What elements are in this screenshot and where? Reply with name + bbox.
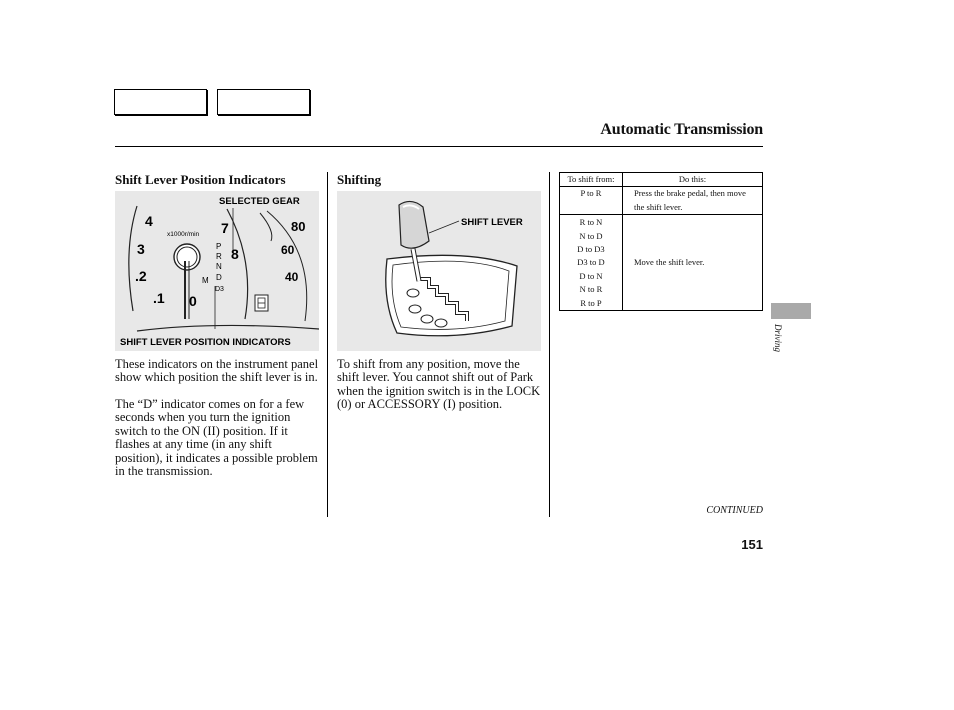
- gear-letter: P: [216, 242, 222, 251]
- shift-item: D to D3: [577, 244, 605, 255]
- continued-label: CONTINUED: [706, 505, 763, 516]
- shifting-paragraph: To shift from any position, move the shift lever. You cannot shift out of Park when the ignition switch is in the LOCK (0) or ACCESSORY (I) position.: [337, 357, 541, 412]
- page-number: 151: [741, 537, 763, 552]
- section-tab-label: Driving: [773, 324, 783, 352]
- shift-item: R to N: [579, 217, 603, 228]
- table-row: [560, 187, 763, 215]
- indicators-paragraph-2: The “D” indicator comes on for a few seconds when you turn the ignition switch to the ON (II) position. If it flashes at any time (in any shift position), it indicates a possible problem in the transmission.: [115, 397, 318, 479]
- speed-number: 40: [285, 270, 299, 284]
- table-cell-from: P to R: [560, 187, 623, 215]
- table-header-from: To shift from:: [560, 173, 623, 187]
- gear-letter: N: [216, 262, 222, 271]
- instrument-panel-figure: [115, 191, 319, 351]
- table-cell-do: Move the shift lever.: [623, 215, 763, 311]
- table-header-row: [560, 173, 763, 187]
- indicators-paragraph-1: These indicators on the instrument panel show which position the shift lever is in.: [115, 357, 319, 385]
- gear-letter: R: [216, 252, 222, 261]
- shift-item: R to P: [580, 297, 602, 308]
- column-divider-2: [549, 172, 550, 517]
- shift-item: D3 to D: [577, 257, 605, 268]
- shift-lever-illustration: [337, 191, 541, 351]
- instrument-panel-illustration: [115, 191, 319, 351]
- tach-unit: x1000r/min: [167, 231, 200, 238]
- section-heading-shifting: Shifting: [337, 172, 382, 187]
- tach-number: 8: [231, 246, 239, 262]
- gear-letter-m: M: [202, 276, 209, 285]
- shift-table: [559, 172, 763, 311]
- table-header-do: Do this:: [623, 173, 763, 187]
- gear-letter: D: [216, 273, 222, 282]
- shift-lever-label: SHIFT LEVER: [461, 217, 523, 228]
- shift-item: N to R: [579, 284, 603, 295]
- column-divider-1: [327, 172, 328, 517]
- tach-number: .2: [135, 268, 147, 284]
- speed-number: 80: [291, 219, 306, 234]
- tach-number: 0: [189, 293, 197, 309]
- tach-number: 7: [221, 220, 229, 236]
- shift-lever-figure: [337, 191, 541, 351]
- table-cell-do: Press the brake pedal, then move the shift lever.: [623, 187, 763, 215]
- tach-number: .1: [153, 290, 165, 306]
- speed-number: 60: [281, 243, 295, 257]
- tach-number: 3: [137, 241, 145, 257]
- tach-number: 4: [145, 213, 153, 229]
- section-heading-indicators: Shift Lever Position Indicators: [115, 172, 286, 187]
- page-title: Automatic Transmission: [600, 121, 763, 138]
- section-tab[interactable]: [771, 303, 811, 319]
- shift-item: N to D: [579, 230, 603, 241]
- shift-item: D to N: [579, 270, 603, 281]
- selected-gear-label: SELECTED GEAR: [219, 196, 300, 207]
- gear-letter: D3: [215, 286, 224, 293]
- indicators-label: SHIFT LEVER POSITION INDICATORS: [120, 337, 291, 348]
- nav-box-left[interactable]: [114, 89, 207, 115]
- nav-box-right[interactable]: [217, 89, 310, 115]
- table-cell-from-list: [560, 215, 623, 311]
- title-rule: [115, 146, 763, 147]
- table-row: [560, 215, 763, 311]
